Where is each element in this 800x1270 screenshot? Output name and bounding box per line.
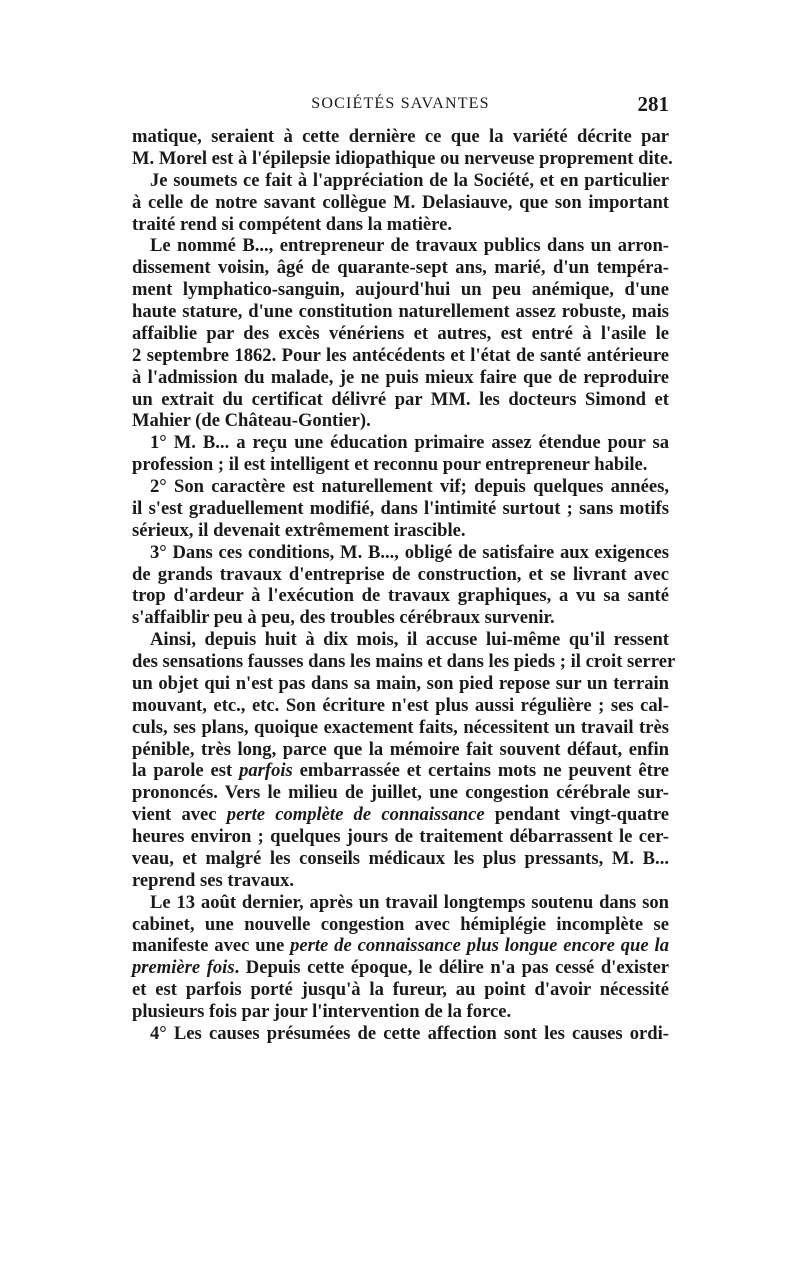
text-segment: embarrassée et certains mots ne peuvent être	[292, 760, 669, 782]
text-segment: un objet qui n'est pas dans sa main, son pied repose sur un terrain	[132, 672, 669, 694]
text-line	[132, 432, 669, 454]
text-segment: à l'admission du malade, je ne puis mieux faire que de reproduire	[132, 366, 669, 388]
text-segment: reprend ses travaux.	[132, 869, 295, 891]
text-segment: un extrait du certificat délivré par MM. les docteurs Simond et	[132, 388, 669, 410]
text-line	[132, 147, 673, 170]
italic-text: perte de connaissance plus longue encore que la	[290, 935, 669, 957]
text-segment: M. Morel est à l'épilepsie idiopathique ou nerveuse proprement dite.	[132, 147, 673, 169]
text-line	[132, 717, 669, 739]
page-number: 281	[637, 92, 669, 116]
text-line	[132, 826, 669, 848]
text-segment: sérieux, il devenait extrêmement irascible.	[132, 519, 466, 541]
text-segment: 2 septembre 1862. Pour les antécédents et l'état de santé antérieure	[132, 344, 669, 366]
text-segment: matique, seraient à cette dernière ce que la variété décrite par	[132, 126, 669, 147]
text-segment: s'affaiblir peu à peu, des troubles cérébraux survenir.	[132, 607, 555, 629]
text-line	[132, 957, 669, 979]
text-line	[132, 979, 669, 1001]
text-line	[132, 542, 669, 564]
text-segment: pendant vingt-quatre	[484, 804, 669, 826]
text-line	[132, 739, 669, 761]
text-line	[132, 126, 669, 148]
text-line	[132, 410, 669, 432]
text-line	[132, 214, 669, 236]
text-line	[132, 1023, 669, 1045]
text-line	[132, 914, 669, 936]
text-line	[132, 301, 669, 323]
text-line	[132, 257, 669, 279]
text-line	[132, 607, 669, 629]
text-segment: . Depuis cette époque, le délire n'a pas cessé d'exister	[234, 957, 669, 979]
text-segment: à celle de notre savant collègue M. Delasiauve, que son important	[132, 191, 669, 213]
text-segment: veau, et malgré les conseils médicaux les plus pressants, M. B...	[132, 847, 669, 869]
text-line	[132, 892, 669, 914]
text-line	[132, 476, 669, 498]
text-segment: Ainsi, depuis huit à dix mois, il accuse lui-même qu'il ressent	[150, 629, 669, 651]
text-line	[132, 279, 669, 301]
text-segment: Le nommé B..., entrepreneur de travaux publics dans un arron-	[150, 235, 669, 257]
text-segment: pénible, très long, parce que la mémoire fait souvent défaut, enfin	[132, 738, 669, 760]
text-segment: prononcés. Vers le milieu de juillet, une congestion cérébrale sur-	[132, 782, 669, 804]
text-segment: 1° M. B... a reçu une éducation primaire assez étendue pour sa	[150, 432, 669, 454]
text-segment: dissement voisin, âgé de quarante-sept ans, marié, d'un tempéra-	[132, 257, 669, 279]
text-line	[132, 170, 669, 192]
text-segment: affaiblie par des excès vénériens et autres, est entré à l'asile le	[132, 322, 669, 344]
text-line	[132, 848, 669, 870]
text-segment: vient avec	[132, 804, 227, 826]
text-segment: 3° Dans ces conditions, M. B..., obligé de satisfaire aux exigences	[150, 541, 669, 563]
text-segment: 2° Son caractère est naturellement vif; depuis quelques années,	[150, 476, 669, 497]
text-line	[132, 870, 669, 892]
text-segment: culs, ses plans, quoique exactement faits, nécessitent un travail très	[132, 716, 669, 738]
text-line	[132, 323, 669, 345]
text-line	[132, 520, 669, 542]
text-segment: et est parfois porté jusqu'à la fureur, au point d'avoir nécessité	[132, 979, 669, 1001]
text-segment: manifeste avec une	[132, 935, 291, 957]
text-line	[132, 345, 669, 367]
text-segment: haute stature, d'une constitution naturellement assez robuste, mais	[132, 301, 669, 322]
text-line	[132, 564, 669, 586]
italic-text: parfois	[239, 760, 293, 782]
text-line	[132, 454, 669, 476]
text-line	[132, 235, 669, 257]
text-line	[132, 367, 669, 389]
text-line	[132, 585, 669, 607]
text-line	[132, 498, 669, 520]
text-segment: des sensations fausses dans les mains et dans les pieds ; il croit serrer	[132, 651, 676, 672]
page-header	[132, 92, 669, 118]
text-segment: trop d'ardeur à l'exécution de travaux graphiques, a vu sa santé	[132, 585, 669, 607]
italic-text: perte complète de connaissance	[226, 804, 485, 826]
text-line	[132, 192, 669, 214]
text-segment: ment lymphatico-sanguin, aujourd'hui un peu anémique, d'une	[132, 279, 669, 301]
text-line	[132, 651, 676, 673]
body-text	[132, 126, 676, 1045]
text-segment: profession ; il est intelligent et reconnu pour entrepreneur habile.	[132, 454, 648, 476]
text-segment: Je soumets ce fait à l'appréciation de la Société, et en particulier	[150, 169, 669, 191]
text-line	[132, 760, 669, 782]
text-segment: de grands travaux d'entreprise de construction, et se livrant avec	[132, 563, 669, 585]
text-segment: il s'est graduellement modifié, dans l'intimité surtout ; sans motifs	[132, 497, 669, 519]
text-segment: plusieurs fois par jour l'intervention de la force.	[132, 1001, 512, 1022]
text-line	[132, 804, 669, 826]
text-line	[132, 673, 669, 695]
text-line	[132, 1001, 669, 1023]
text-line	[132, 695, 669, 717]
text-segment: mouvant, etc., etc. Son écriture n'est plus aussi régulière ; ses cal-	[132, 694, 669, 716]
text-segment: Le 13 août dernier, après un travail longtemps soutenu dans son	[150, 891, 669, 913]
running-title: SOCIÉTÉS SAVANTES	[311, 95, 490, 112]
text-line	[132, 935, 669, 957]
text-segment: traité rend si compétent dans la matière.	[132, 213, 452, 235]
italic-text: première fois	[132, 957, 235, 979]
text-segment: Mahier (de Château-Gontier).	[132, 410, 371, 432]
text-segment: cabinet, une nouvelle congestion avec hémiplégie incomplète se	[132, 913, 669, 935]
text-line	[132, 629, 669, 651]
text-segment: la parole est	[132, 760, 240, 782]
text-segment: heures environ ; quelques jours de traitement débarrassent le cer-	[132, 826, 669, 847]
text-line	[132, 782, 669, 804]
text-line	[132, 389, 669, 411]
text-segment: 4° Les causes présumées de cette affection sont les causes ordi-	[150, 1022, 669, 1044]
